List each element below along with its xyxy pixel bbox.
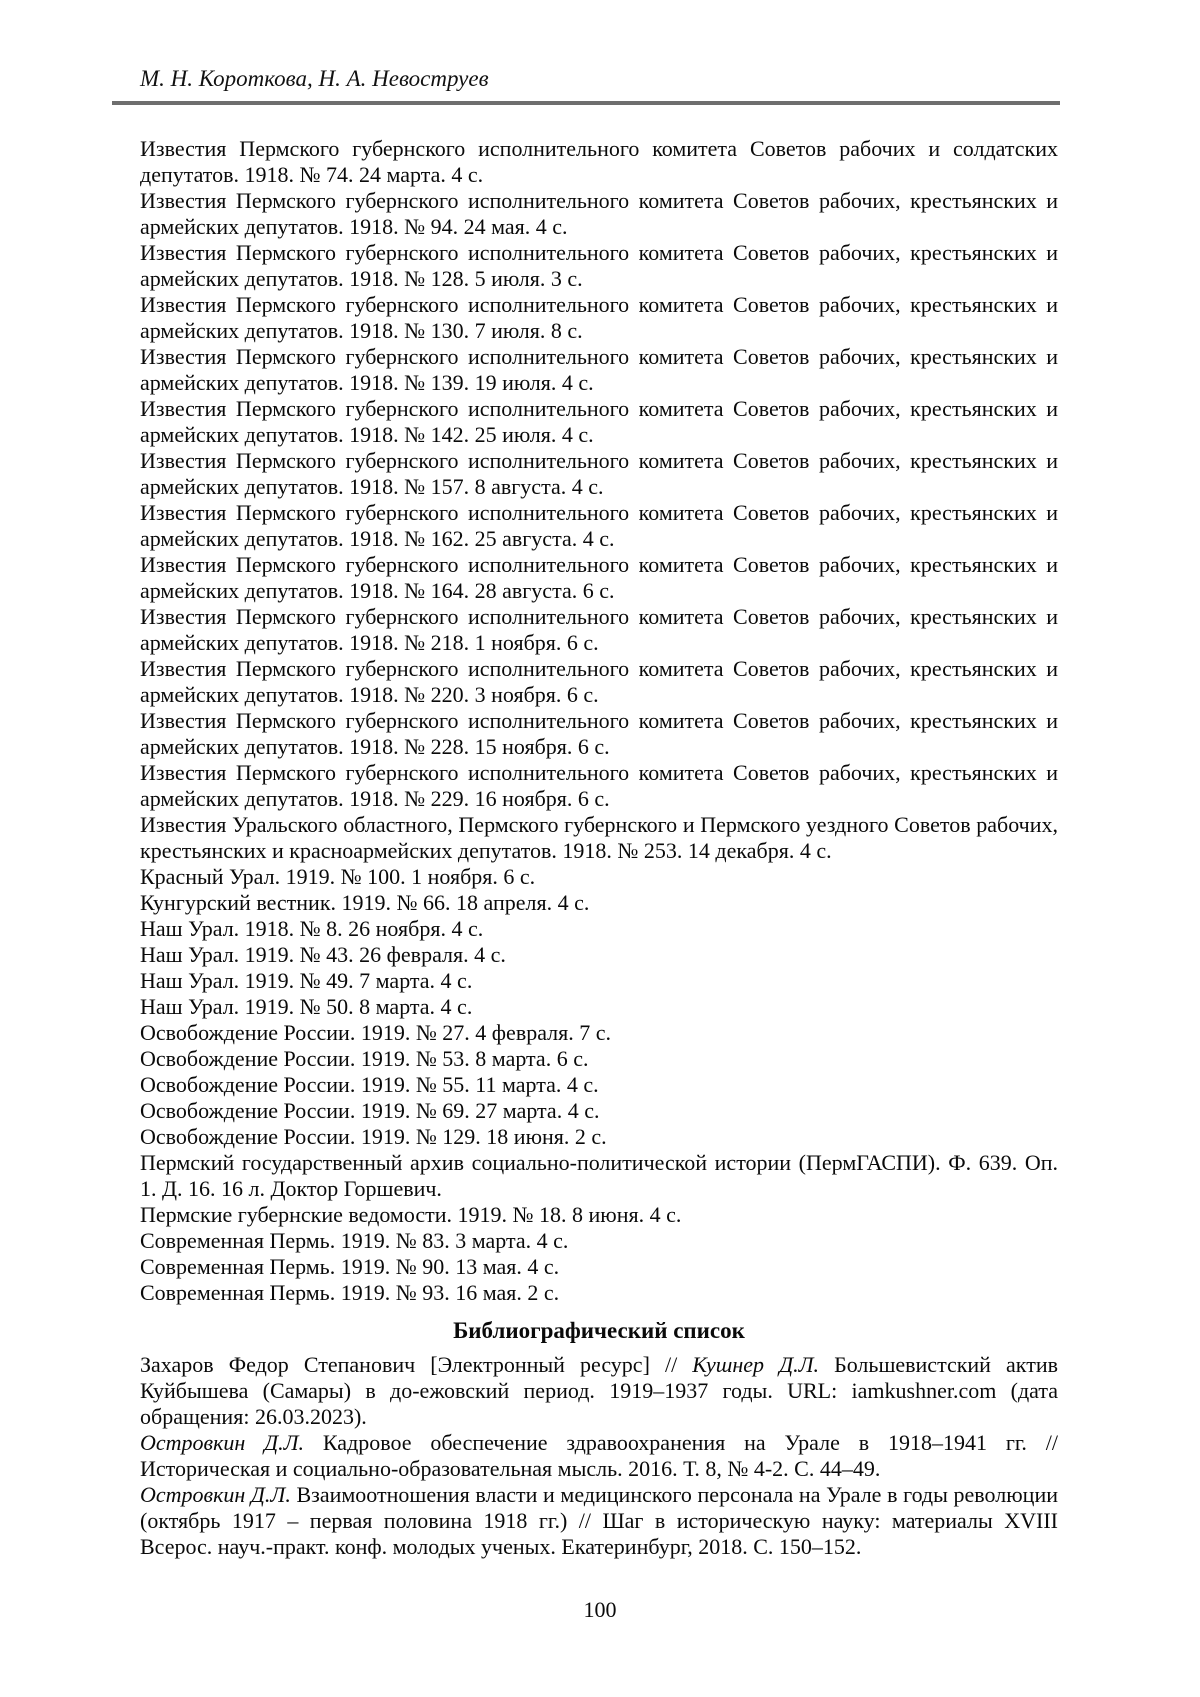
source-entry: Освобождение России. 1919. № 53. 8 марта. 6 с. (140, 1046, 589, 1071)
running-header (140, 0, 1058, 105)
source-entry: Известия Пермского губернского исполнительного комитета Советов рабочих, крестьянских и армейских депутатов. 1918. № 220. 3 ноября. 6 с. (140, 656, 1058, 707)
page-number: 100 (583, 1597, 617, 1622)
source-entry: Наш Урал. 1919. № 49. 7 марта. 4 с. (140, 968, 473, 993)
header-rule (112, 101, 1060, 105)
bibliography-entry (140, 1352, 1058, 1430)
source-entry: Наш Урал. 1918. № 8. 26 ноября. 4 с. (140, 916, 484, 941)
source-entry: Пермский государственный архив социально-политической истории (ПермГАСПИ). Ф. 639. Оп. 1. Д. 16. 16 л. Доктор Горшевич. (140, 1150, 1058, 1201)
source-entry: Известия Пермского губернского исполнительного комитета Советов рабочих, крестьянских и армейских депутатов. 1918. № 139. 19 июля. 4 с. (140, 344, 1058, 395)
source-entry: Пермские губернские ведомости. 1919. № 18. 8 июня. 4 с. (140, 1202, 682, 1227)
bibliography-entry (140, 1430, 1058, 1482)
source-entry: Современная Пермь. 1919. № 93. 16 мая. 2 с. (140, 1280, 560, 1305)
source-entry: Известия Пермского губернского исполнительного комитета Советов рабочих и солдатских депутатов. 1918. № 74. 24 марта. 4 с. (140, 136, 1058, 187)
source-entry: Известия Пермского губернского исполнительного комитета Советов рабочих, крестьянских и армейских депутатов. 1918. № 157. 8 августа. 4 с. (140, 448, 1058, 499)
source-entry: Известия Пермского губернского исполнительного комитета Советов рабочих, крестьянских и армейских депутатов. 1918. № 228. 15 ноября. 6 с. (140, 708, 1058, 759)
bibliography-entry (140, 1482, 1058, 1560)
source-entry: Известия Пермского губернского исполнительного комитета Советов рабочих, крестьянских и армейских депутатов. 1918. № 130. 7 июля. 8 с. (140, 292, 1058, 343)
entry-author: Кушнер Д.Л. (692, 1352, 819, 1377)
text-block (140, 0, 1058, 1560)
source-entry: Известия Пермского губернского исполнительного комитета Советов рабочих, крестьянских и армейских депутатов. 1918. № 94. 24 мая. 4 с. (140, 188, 1058, 239)
source-entry: Наш Урал. 1919. № 50. 8 марта. 4 с. (140, 994, 473, 1019)
bibliography-list (140, 1352, 1058, 1560)
source-entry: Известия Пермского губернского исполнительного комитета Советов рабочих, крестьянских и армейских депутатов. 1918. № 162. 25 августа. 4 с. (140, 500, 1058, 551)
source-entry: Освобождение России. 1919. № 55. 11 марта. 4 с. (140, 1072, 599, 1097)
entry-text: Кадровое обеспечение здравоохранения на Урале в 1918–1941 гг. // Историческая и социально-образовательная мысль. 2016. Т. 8, № 4-2. С. 44–49. (140, 1430, 1058, 1481)
source-entry: Современная Пермь. 1919. № 90. 13 мая. 4 с. (140, 1254, 560, 1279)
source-entry: Известия Пермского губернского исполнительного комитета Советов рабочих, крестьянских и армейских депутатов. 1918. № 128. 5 июля. 3 с. (140, 240, 1058, 291)
bibliography-heading: Библиографический список (453, 1318, 745, 1343)
source-entry: Известия Пермского губернского исполнительного комитета Советов рабочих, крестьянских и армейских депутатов. 1918. № 218. 1 ноября. 6 с. (140, 604, 1058, 655)
source-entry: Известия Пермского губернского исполнительного комитета Советов рабочих, крестьянских и армейских депутатов. 1918. № 229. 16 ноября. 6 с. (140, 760, 1058, 811)
source-entry: Освобождение России. 1919. № 129. 18 июня. 2 с. (140, 1124, 607, 1149)
running-header-authors: М. Н. Короткова, Н. А. Невоструев (140, 66, 489, 91)
entry-text: Взаимоотношения власти и медицинского персонала на Урале в годы революции (октябрь 1917 – первая половина 1918 гг.) // Шаг в историческую науку: материалы XVIII Всерос. науч.-практ. конф. молодых ученых. Екатеринбург, 2018. С. 150–152. (140, 1482, 1058, 1559)
source-entry: Известия Пермского губернского исполнительного комитета Советов рабочих, крестьянских и армейских депутатов. 1918. № 164. 28 августа. 6 с. (140, 552, 1058, 603)
source-entry: Известия Пермского губернского исполнительного комитета Советов рабочих, крестьянских и армейских депутатов. 1918. № 142. 25 июля. 4 с. (140, 396, 1058, 447)
entry-title-part: Захаров Федор Степанович [Электронный ресурс] // (140, 1352, 693, 1377)
source-entry: Красный Урал. 1919. № 100. 1 ноября. 6 с. (140, 864, 536, 889)
source-entry: Освобождение России. 1919. № 69. 27 марта. 4 с. (140, 1098, 600, 1123)
source-entry: Кунгурский вестник. 1919. № 66. 18 апреля. 4 с. (140, 890, 590, 915)
entry-author: Островкин Д.Л. (140, 1430, 305, 1455)
source-entry: Современная Пермь. 1919. № 83. 3 марта. 4 с. (140, 1228, 569, 1253)
source-entry: Известия Уральского областного, Пермского губернского и Пермского уездного Советов рабочих, крестьянских и красноармейских депутатов. 1918. № 253. 14 декабря. 4 с. (140, 812, 1058, 863)
entry-text: Большевистский актив Куйбышева (Самары) в до-ежовский период. 1919–1937 годы. URL: iamkushner.com (дата обращения: 26.03.2023). (140, 1352, 1058, 1429)
source-entry: Освобождение России. 1919. № 27. 4 февраля. 7 с. (140, 1020, 612, 1045)
source-entry: Наш Урал. 1919. № 43. 26 февраля. 4 с. (140, 942, 506, 967)
entry-author: Островкин Д.Л. (140, 1482, 291, 1507)
sources-list (140, 136, 1058, 1306)
